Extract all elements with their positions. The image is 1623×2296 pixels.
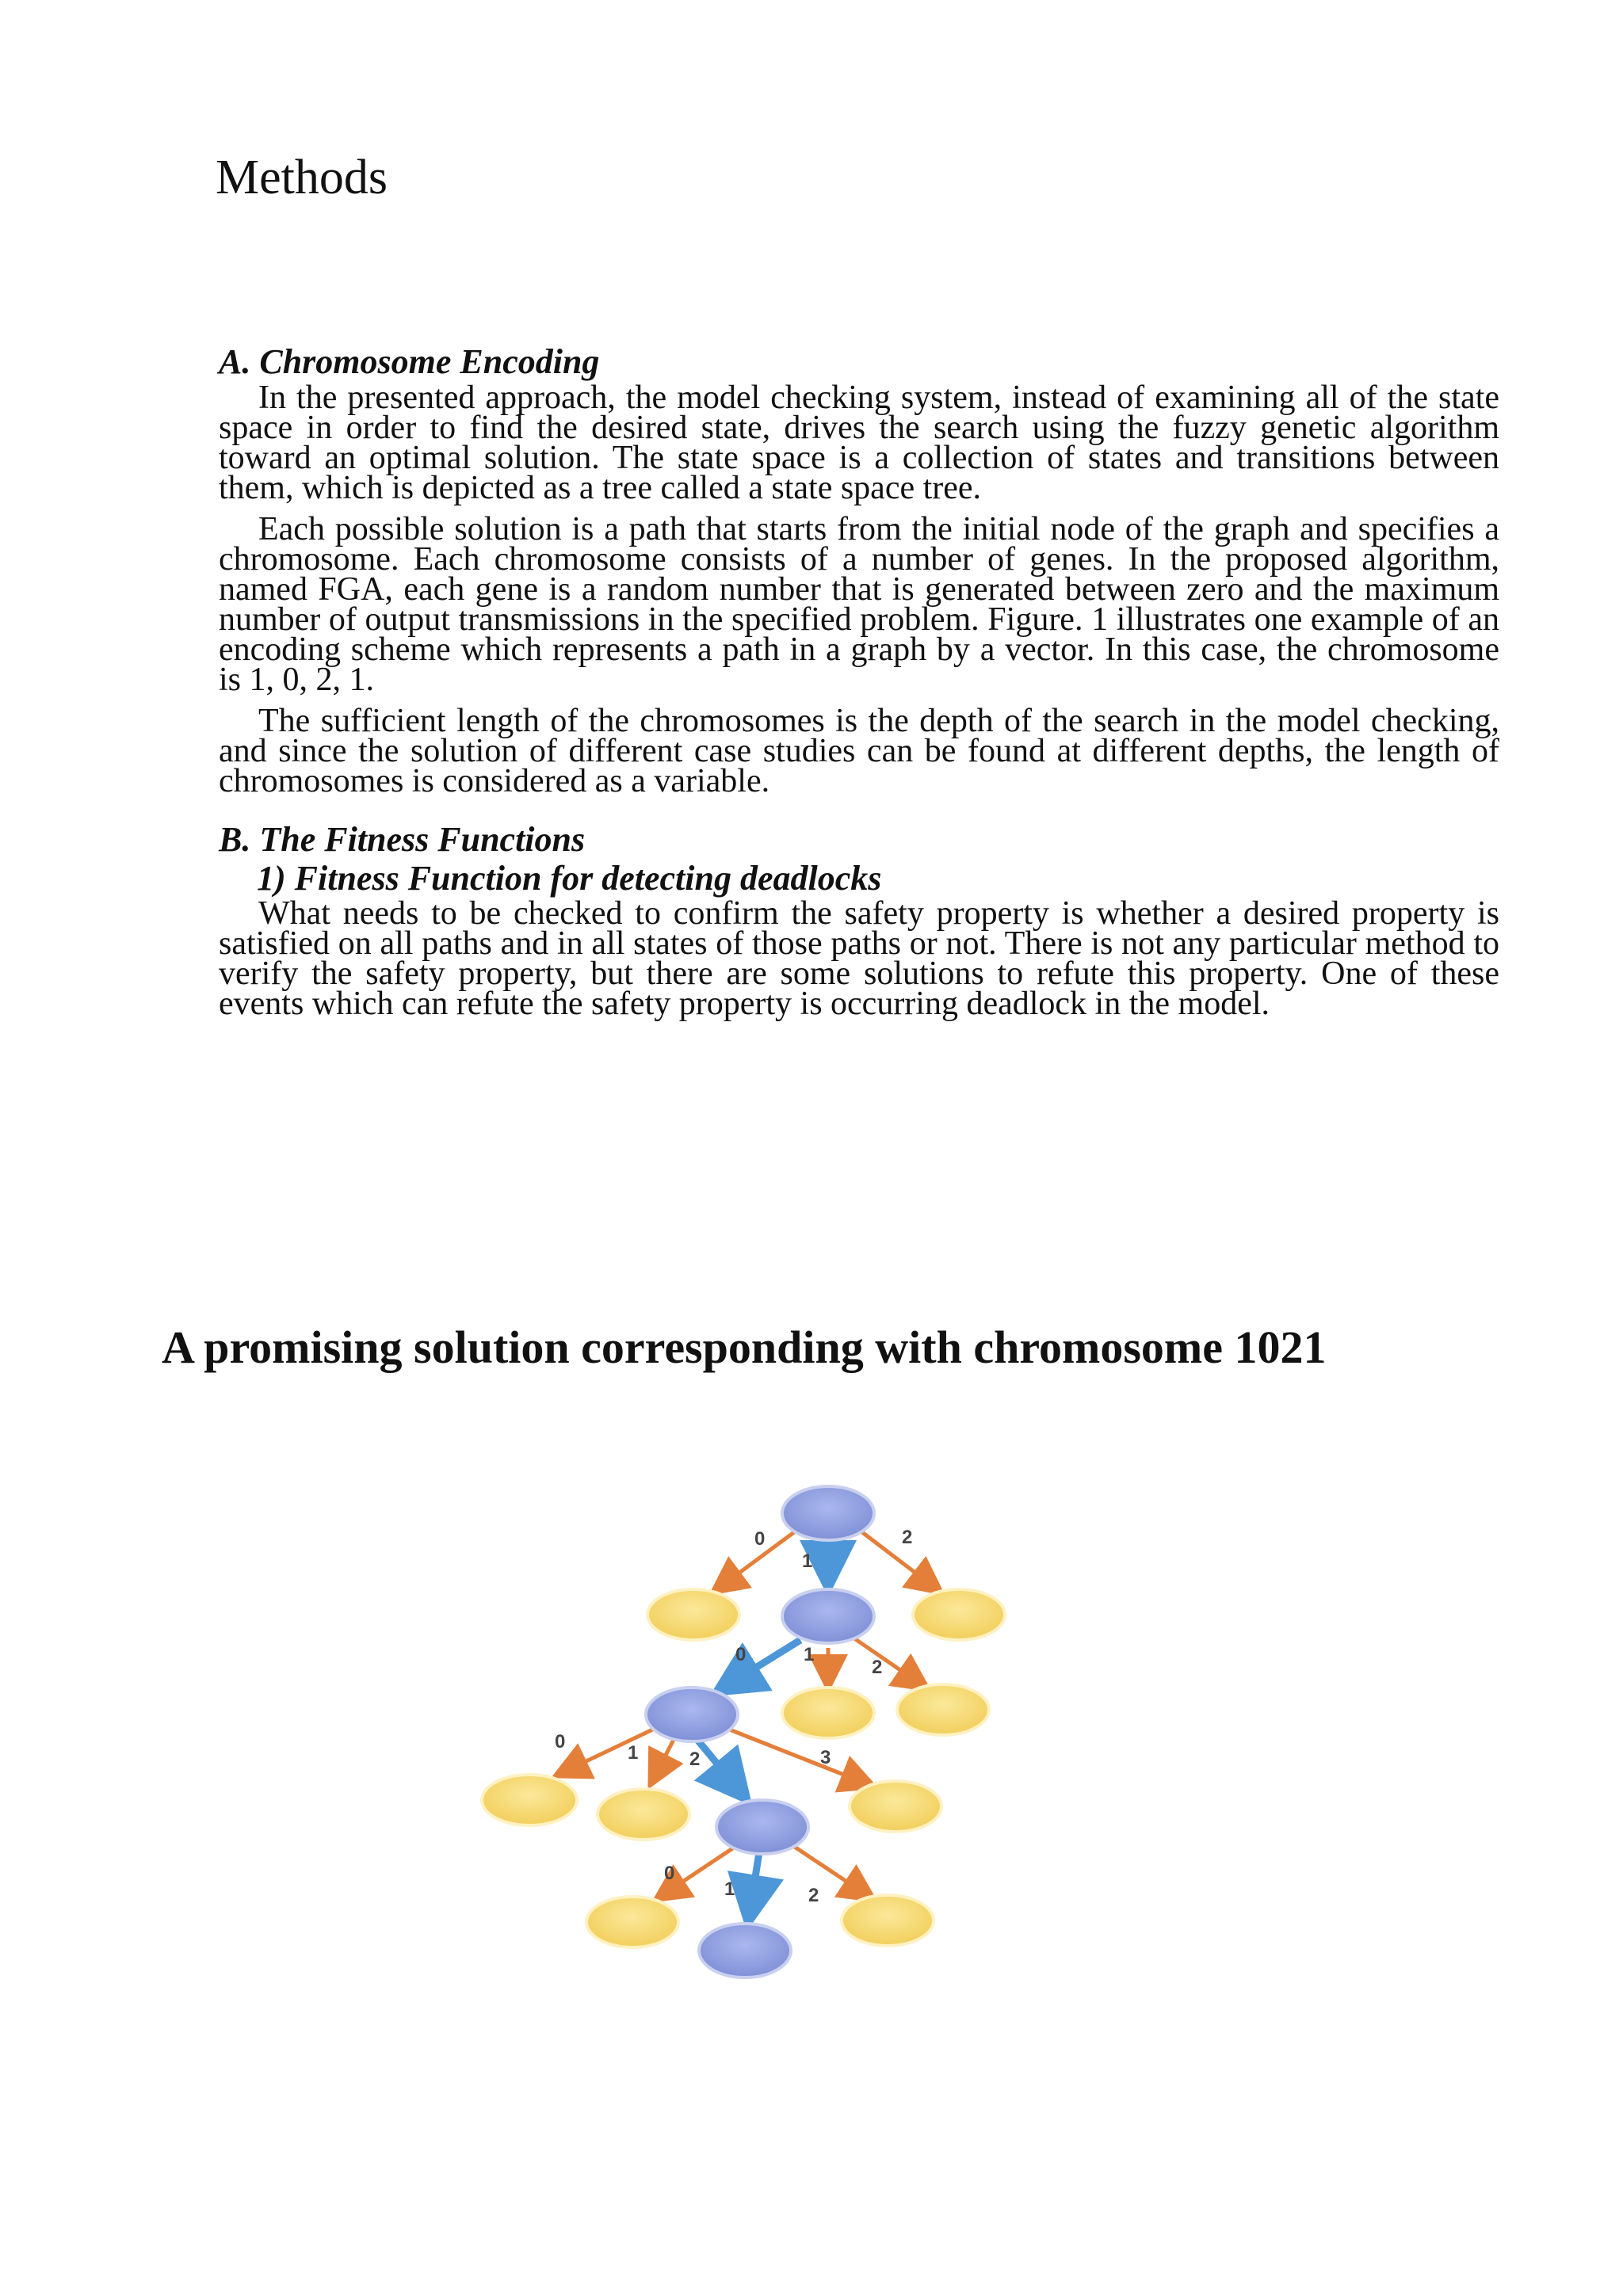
tree-node-l3-3	[850, 1781, 941, 1832]
edge-label-root-0: 0	[754, 1528, 766, 1550]
edge-label-l3-0: 0	[555, 1731, 566, 1753]
tree-node-l2-1	[782, 1688, 874, 1738]
edge-label-l3-3: 3	[820, 1747, 831, 1768]
section-a-paragraph-2: Each possible solution is a path that starts from the initial node of the graph and specifies a chromosome. Each chromosome consists of a number of genes. In the proposed algorithm, named FGA, each gene is a random number that is generated between zero and the maximum number of output transmissions in the specified problem. Figure. 1 illustrates one example of an encoding scheme which represents a path in a graph by a vector. In this case, the chromosome is 1, 0, 2, 1.	[219, 510, 1499, 698]
tree-node-l3-2	[716, 1800, 808, 1854]
edge-l2-0	[721, 1640, 800, 1689]
tree-node-l3-0	[482, 1775, 577, 1825]
edge-label-l2-0: 0	[735, 1644, 747, 1665]
edge-label-l3-1: 1	[628, 1742, 639, 1764]
edge-label-l3-2: 2	[689, 1749, 701, 1770]
edge-label-l2-2: 2	[872, 1657, 883, 1678]
edge-l2-2	[854, 1638, 926, 1688]
edge-label-root-2: 2	[902, 1527, 913, 1548]
edge-root-2	[862, 1532, 939, 1591]
edge-label-l4-2: 2	[808, 1885, 819, 1906]
edge-l3-0	[558, 1726, 661, 1775]
edge-l4-1	[749, 1852, 759, 1917]
figure-caption: A promising solution corresponding with chromosome 1021	[162, 1322, 1327, 1373]
tree-node-l3-1	[598, 1789, 689, 1840]
edge-label-l4-0: 0	[664, 1863, 675, 1884]
tree-node-l2-0	[646, 1688, 738, 1741]
main-content	[219, 342, 1499, 1022]
tree-node-l2-2	[897, 1684, 989, 1735]
section-a-paragraph-3: The sufficient length of the chromosomes is the depth of the search in the model checking, and since the solution of different case studies can be found at different depths, the length of chromosomes is considered as a variable.	[219, 702, 1499, 799]
edge-label-l2-1: 1	[804, 1644, 815, 1665]
edge-l3-2	[697, 1740, 743, 1795]
tree-node-l4-1	[699, 1924, 791, 1978]
section-a-heading: A. Chromosome Encoding	[219, 342, 600, 381]
tree-node-l1-0	[647, 1589, 739, 1640]
page-title: Methods	[216, 151, 388, 204]
edge-l4-2	[791, 1844, 872, 1898]
edge-l3-1	[651, 1737, 675, 1783]
section-b-paragraph-1: What needs to be checked to confirm the safety property is whether a desired property is satisfied on all paths and in all states of those paths or not. There is not any particular method to verify the safety property, but there are some solutions to refute this property. One of these events which can refute the safety property is occurring deadlock in the model.	[219, 894, 1499, 1022]
tree-node-l4-0	[586, 1897, 678, 1947]
edge-label-l4-1: 1	[724, 1878, 735, 1900]
state-space-tree-figure	[428, 1474, 1030, 2044]
tree-node-l1-2	[913, 1589, 1005, 1640]
tree-node-root	[782, 1486, 874, 1540]
tree-node-l4-2	[842, 1895, 934, 1946]
section-b-subheading: 1) Fitness Function for detecting deadlocks	[257, 859, 882, 898]
tree-node-l1-1	[782, 1589, 874, 1643]
section-b-heading: B. The Fitness Functions	[219, 819, 586, 859]
state-space-tree-svg	[428, 1474, 1030, 2044]
edge-label-root-1: 1	[802, 1550, 813, 1572]
section-a-paragraph-1: In the presented approach, the model checking system, instead of examining all of the state space in order to find the desired state, drives the search using the fuzzy genetic algorithm toward an optimal solution. The state space is a collection of states and transitions between them, which is depicted as a tree called a state space tree.	[219, 379, 1499, 506]
